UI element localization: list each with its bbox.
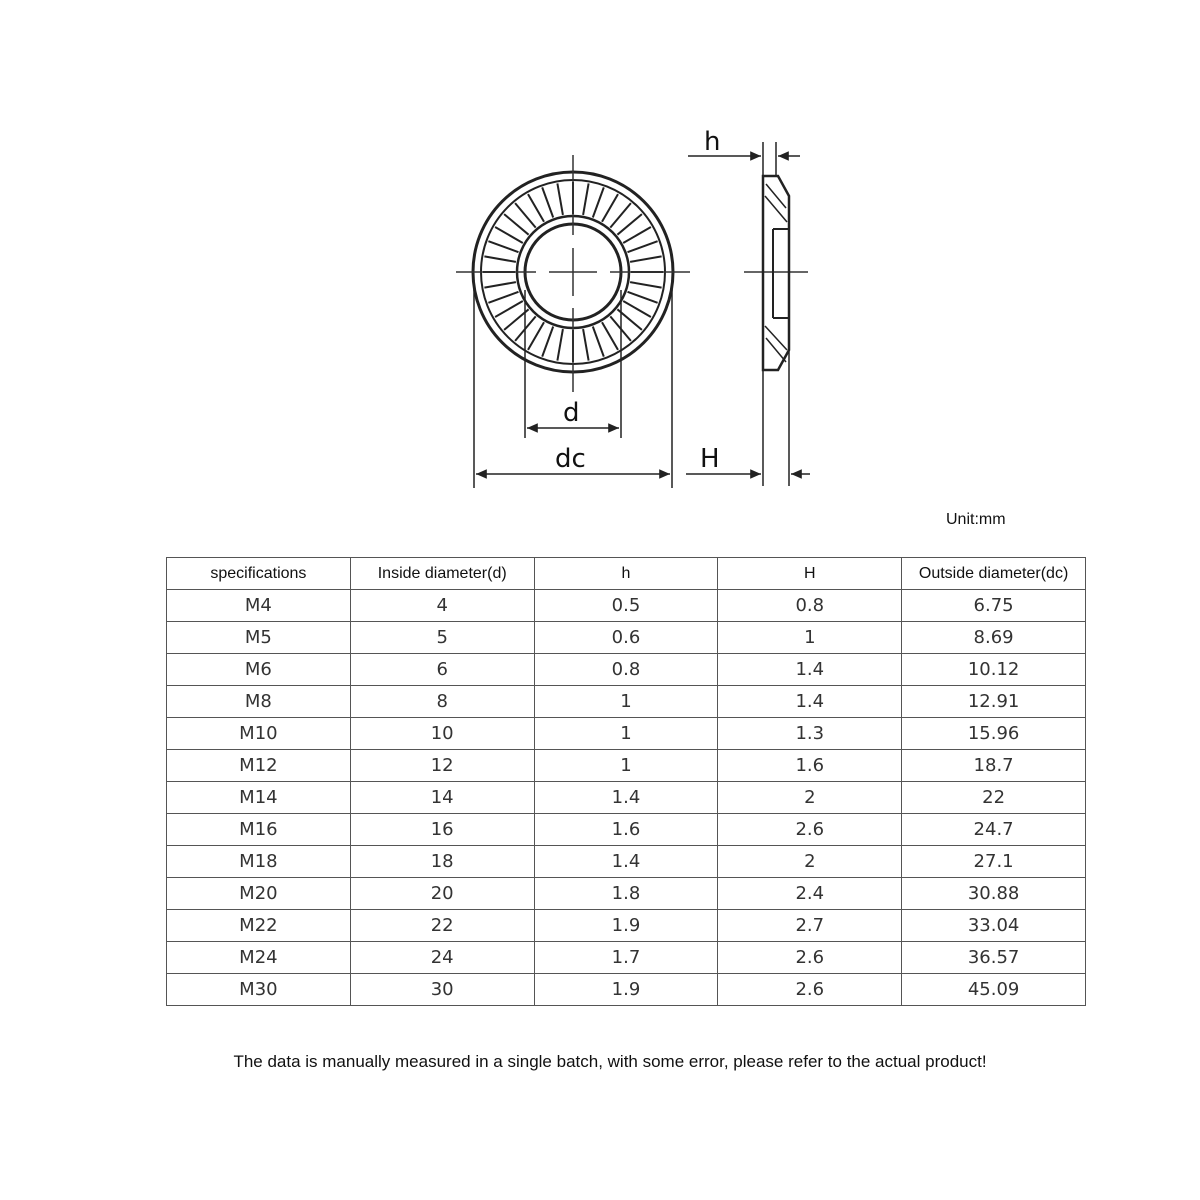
- cell-outside-diameter: 33.04: [902, 910, 1086, 942]
- serration-tooth: [602, 194, 618, 222]
- unit-label: Unit:mm: [946, 511, 1006, 528]
- disclaimer-note: The data is manually measured in a single batch, with some error, please refer to the actual product!: [233, 1052, 987, 1071]
- serration-tooth: [528, 194, 544, 222]
- table-row: [167, 910, 1086, 942]
- serration-tooth: [484, 282, 516, 288]
- cell-h: 1.4: [534, 846, 718, 878]
- cell-H: 1.6: [718, 750, 902, 782]
- cell-inside-diameter: 10: [350, 718, 534, 750]
- serration-tooth: [583, 183, 589, 215]
- cell-h: 1.4: [534, 782, 718, 814]
- cell-H: 2.6: [718, 974, 902, 1006]
- cell-h: 0.5: [534, 590, 718, 622]
- cell-spec: M6: [167, 654, 351, 686]
- header-inside-diameter: Inside diameter(d): [350, 558, 534, 590]
- cell-H: 2: [718, 846, 902, 878]
- washer-side-view: [763, 176, 789, 370]
- cell-spec: M24: [167, 942, 351, 974]
- cell-inside-diameter: 14: [350, 782, 534, 814]
- serration-tooth: [542, 187, 553, 217]
- cell-h: 1: [534, 750, 718, 782]
- cell-inside-diameter: 6: [350, 654, 534, 686]
- cell-inside-diameter: 8: [350, 686, 534, 718]
- cell-spec: M10: [167, 718, 351, 750]
- serration-tooth: [610, 203, 631, 228]
- serration-tooth: [557, 329, 563, 361]
- table-row: [167, 878, 1086, 910]
- cell-h: 1.8: [534, 878, 718, 910]
- table-row: [167, 782, 1086, 814]
- table-row: [167, 654, 1086, 686]
- serration-tooth: [630, 256, 662, 262]
- serration-tooth: [484, 256, 516, 262]
- cell-outside-diameter: 8.69: [902, 622, 1086, 654]
- table-row: [167, 718, 1086, 750]
- cell-inside-diameter: 16: [350, 814, 534, 846]
- cell-h: 0.6: [534, 622, 718, 654]
- cell-inside-diameter: 12: [350, 750, 534, 782]
- table-row: [167, 846, 1086, 878]
- header-outside-diameter: Outside diameter(dc): [902, 558, 1086, 590]
- serration-tooth: [495, 227, 523, 243]
- cell-h: 1: [534, 718, 718, 750]
- cell-spec: M18: [167, 846, 351, 878]
- cell-spec: M20: [167, 878, 351, 910]
- cell-spec: M30: [167, 974, 351, 1006]
- cell-spec: M16: [167, 814, 351, 846]
- header-H: H: [718, 558, 902, 590]
- table-row: [167, 942, 1086, 974]
- cell-inside-diameter: 5: [350, 622, 534, 654]
- serration-tooth: [630, 282, 662, 288]
- label-H: H: [700, 444, 720, 474]
- table-row: [167, 750, 1086, 782]
- cell-outside-diameter: 6.75: [902, 590, 1086, 622]
- label-h: h: [704, 127, 721, 157]
- cell-h: 1.9: [534, 974, 718, 1006]
- cell-inside-diameter: 4: [350, 590, 534, 622]
- table-row: [167, 622, 1086, 654]
- cell-inside-diameter: 22: [350, 910, 534, 942]
- table-row: [167, 686, 1086, 718]
- serration-tooth: [617, 214, 642, 235]
- cell-outside-diameter: 15.96: [902, 718, 1086, 750]
- serration-tooth: [504, 214, 528, 235]
- serration-tooth: [593, 327, 604, 357]
- cell-spec: M8: [167, 686, 351, 718]
- label-dc: dc: [555, 444, 586, 474]
- serration-tooth: [623, 301, 651, 317]
- serration-tooth: [628, 292, 658, 303]
- cell-spec: M4: [167, 590, 351, 622]
- header-h: h: [534, 558, 718, 590]
- cell-H: 1.3: [718, 718, 902, 750]
- serration-tooth: [623, 227, 651, 243]
- cell-H: 1.4: [718, 654, 902, 686]
- cell-H: 2.4: [718, 878, 902, 910]
- cell-outside-diameter: 27.1: [902, 846, 1086, 878]
- cell-h: 0.8: [534, 654, 718, 686]
- serration-tooth: [488, 241, 518, 252]
- cell-spec: M14: [167, 782, 351, 814]
- table-row: [167, 814, 1086, 846]
- cell-spec: M5: [167, 622, 351, 654]
- cell-inside-diameter: 18: [350, 846, 534, 878]
- serration-tooth: [542, 327, 553, 357]
- cell-outside-diameter: 18.7: [902, 750, 1086, 782]
- serration-tooth: [628, 241, 658, 252]
- cell-h: 1.9: [534, 910, 718, 942]
- serration-tooth: [557, 183, 563, 215]
- cell-outside-diameter: 10.12: [902, 654, 1086, 686]
- cell-inside-diameter: 30: [350, 974, 534, 1006]
- cell-outside-diameter: 24.7: [902, 814, 1086, 846]
- cell-inside-diameter: 24: [350, 942, 534, 974]
- spec-table: [166, 557, 1086, 1006]
- cell-spec: M22: [167, 910, 351, 942]
- cell-spec: M12: [167, 750, 351, 782]
- table-row: [167, 974, 1086, 1006]
- cell-H: 2: [718, 782, 902, 814]
- washer-dimension-diagram: [0, 0, 1200, 500]
- serration-tooth: [495, 301, 523, 317]
- cell-H: 2.6: [718, 942, 902, 974]
- table-row: [167, 590, 1086, 622]
- label-d: d: [563, 398, 580, 428]
- cell-H: 2.6: [718, 814, 902, 846]
- serration-tooth: [515, 203, 536, 228]
- cell-H: 1: [718, 622, 902, 654]
- header-row: [167, 558, 1086, 590]
- serration-tooth: [602, 322, 618, 350]
- serration-tooth: [528, 322, 544, 350]
- cell-outside-diameter: 12.91: [902, 686, 1086, 718]
- serration-tooth: [583, 329, 589, 361]
- cell-H: 1.4: [718, 686, 902, 718]
- serration-tooth: [488, 292, 518, 303]
- cell-outside-diameter: 45.09: [902, 974, 1086, 1006]
- cell-h: 1.7: [534, 942, 718, 974]
- cell-h: 1.6: [534, 814, 718, 846]
- cell-outside-diameter: 30.88: [902, 878, 1086, 910]
- cell-outside-diameter: 22: [902, 782, 1086, 814]
- serration-tooth: [593, 187, 604, 217]
- cell-H: 0.8: [718, 590, 902, 622]
- cell-h: 1: [534, 686, 718, 718]
- header-specifications: specifications: [167, 558, 351, 590]
- cell-outside-diameter: 36.57: [902, 942, 1086, 974]
- cell-H: 2.7: [718, 910, 902, 942]
- cell-inside-diameter: 20: [350, 878, 534, 910]
